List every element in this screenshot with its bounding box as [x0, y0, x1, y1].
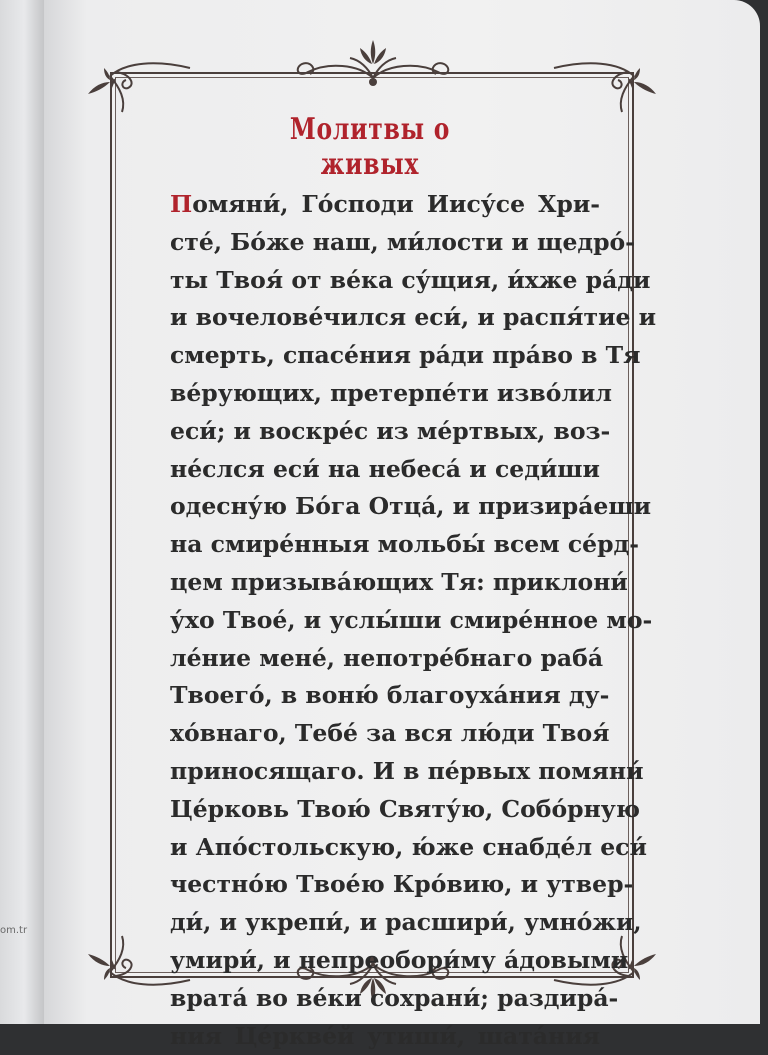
prayer-line: одесну́ю Бо́га Отца́, и призира́еши	[170, 492, 652, 521]
prayer-line-first-rest: омяни́, Го́споди Иису́се Хри-	[192, 190, 600, 218]
prayer-line: у́хо Твое́, и услы́ши смире́нное мо-	[170, 605, 653, 634]
prayer-line: ди́, и укрепи́, и расшири́, умно́жи,	[170, 908, 642, 937]
prayer-line: не́слся еси́ на небеса́ и седи́ши	[170, 454, 600, 483]
top-right-corner-ornament-icon	[548, 42, 658, 114]
prayer-line: хо́внаго, Тебе́ за вся лю́ди Твоя́	[170, 719, 610, 748]
prayer-line: смерть, спасе́ния ра́ди пра́во в Тя	[170, 341, 641, 370]
left-page-edge	[0, 0, 44, 1024]
prayer-line: на смире́нныя мольбы́ всем се́рд-	[170, 530, 639, 559]
prayer-text	[170, 186, 657, 1055]
page-title: Молитвы о живых	[289, 112, 451, 182]
prayer-line: и вочелове́чился еси́, и распя́тие и	[170, 303, 657, 332]
drop-capital: П	[170, 190, 193, 218]
prayer-line: ты Твоя́ от ве́ка су́щия, и́хже ра́ди	[170, 265, 651, 294]
prayer-line: сте́, Бо́же наш, ми́лости и щедро́-	[170, 227, 635, 256]
prayer-line-first	[170, 186, 600, 224]
prayer-line: ния Це́ркве́й утиши́, шата́ния	[170, 1021, 600, 1050]
top-center-ornament-icon	[288, 34, 458, 90]
prayer-line: ве́рующих, претерпе́ти изво́лил	[170, 378, 612, 407]
prayer-line: Це́рковь Твою́ Святу́ю, Собо́рную	[170, 794, 640, 823]
prayer-line: еси́; и воскре́с из ме́ртвых, воз-	[170, 416, 611, 445]
left-page-text-fragment: om.tr	[0, 925, 28, 936]
top-left-corner-ornament-icon	[86, 42, 196, 114]
prayer-line: приносящаго. И в пе́рвых помяни́	[170, 756, 644, 785]
prayer-line: Твоего́, в воню́ благоуха́ния ду-	[170, 681, 610, 710]
prayer-line: честно́ю Твое́ю Кро́вию, и утвер-	[170, 870, 634, 899]
prayer-line: цем призыва́ющих Тя: приклони́	[170, 567, 628, 596]
prayer-line: и Апо́стольскую, ю́же снабде́л еси́	[170, 832, 647, 861]
prayer-line: ле́ние мене́, непотре́бнаго раба́	[170, 643, 604, 672]
prayer-line: умири́, и непреобори́му а́довыми	[170, 945, 629, 974]
prayer-line: врата́ во ве́ки сохрани́; раздира́-	[170, 983, 619, 1012]
